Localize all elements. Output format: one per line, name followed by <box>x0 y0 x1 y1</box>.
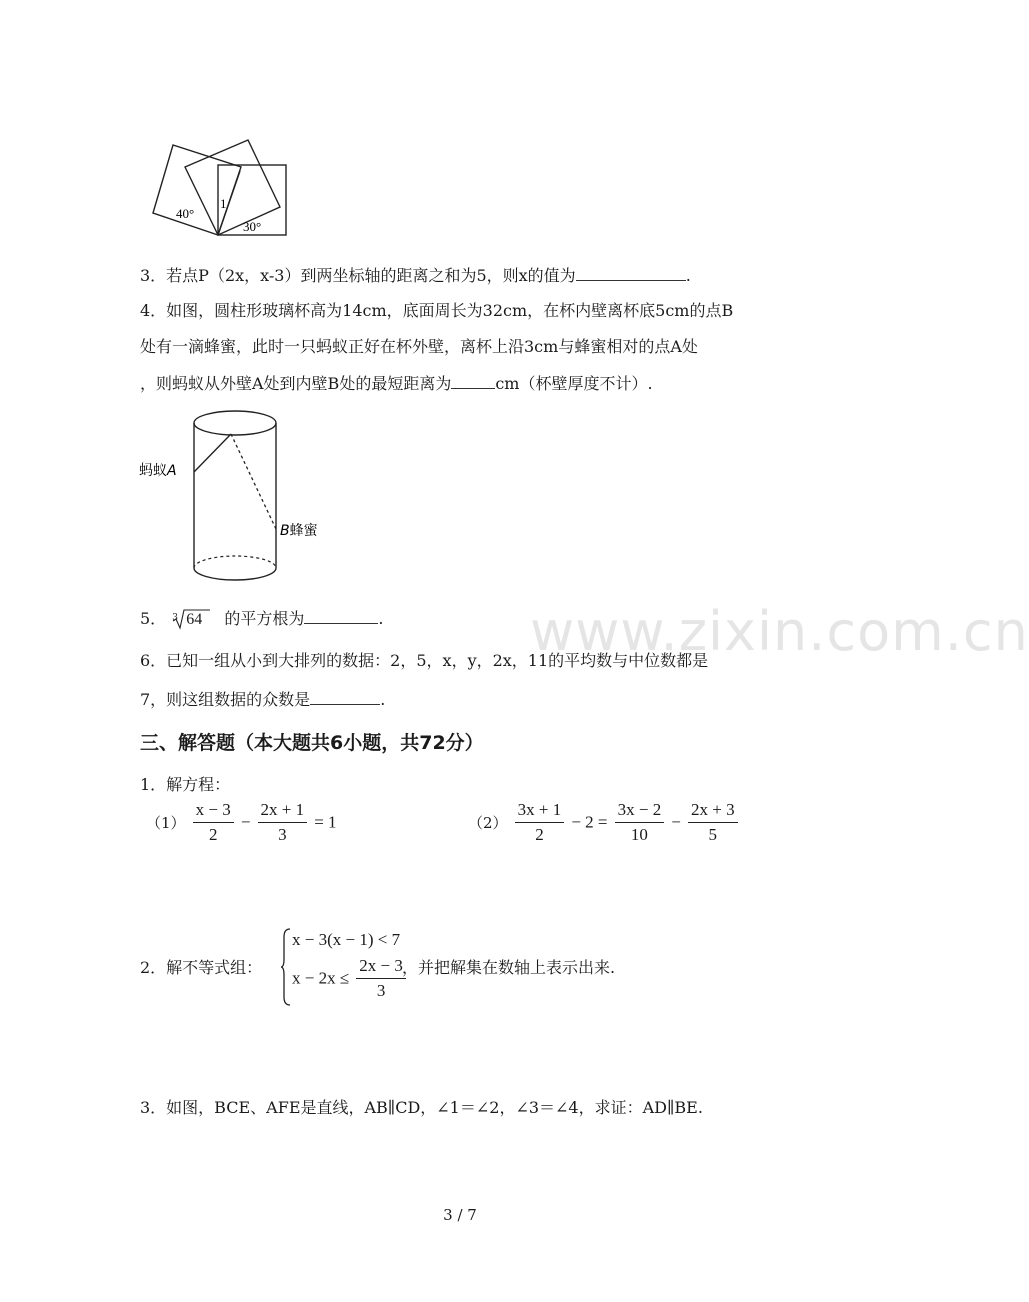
part-2-label: （2） <box>468 814 508 832</box>
problem-1-part-1 <box>146 800 337 845</box>
question-6-end: . <box>380 690 386 709</box>
question-3-end: . <box>685 266 691 285</box>
inequality-1: x − 3(x − 1) < 7 <box>292 930 401 949</box>
question-5-text: 的平方根为 <box>224 609 305 628</box>
cylinder-bottom-back <box>194 556 276 568</box>
question-5 <box>140 607 383 630</box>
denominator: 2 <box>208 825 218 844</box>
numerator: 2x + 1 <box>258 800 308 823</box>
denominator: 5 <box>708 825 718 844</box>
question-5-number: 5． <box>140 609 167 628</box>
question-6-line-1: 6．已知一组从小到大排列的数据：2，5，x，y，2x，11的平均数与中位数都是 <box>140 651 709 670</box>
cylinder-top <box>194 411 276 435</box>
question-6-line-2 <box>140 688 385 711</box>
problem-2-suffix: ，并把解集在数轴上表示出来. <box>402 958 616 977</box>
squares-figure <box>148 135 293 240</box>
fraction <box>615 800 665 845</box>
root-index: 3 <box>172 613 179 623</box>
question-4-line-3 <box>140 372 653 395</box>
inequality-2 <box>292 956 408 1001</box>
problem-3: 3．如图，BCE、AFE是直线，AB∥CD，∠1＝∠2，∠3＝∠4，求证：AD∥BE. <box>140 1098 703 1117</box>
numerator: 3x + 1 <box>515 800 565 823</box>
angle-40-label: 40° <box>176 206 195 221</box>
denominator: 10 <box>630 825 648 844</box>
fraction <box>515 800 565 845</box>
cube-root <box>171 608 211 630</box>
problem-1-title: 1．解方程： <box>140 775 231 794</box>
question-6-text: 7，则这组数据的众数是 <box>140 690 311 709</box>
honey-path <box>231 434 276 529</box>
page-number: 3 / 7 <box>443 1206 477 1224</box>
answer-blank[interactable] <box>576 264 686 281</box>
answer-blank[interactable] <box>304 607 378 624</box>
radicand: 64 <box>186 611 203 628</box>
question-4-unit: cm（杯壁厚度不计）. <box>495 374 653 393</box>
numerator: 2x − 3 <box>356 956 406 979</box>
denominator: 3 <box>376 981 386 1000</box>
numerator: x − 3 <box>193 800 234 823</box>
middle-term: − 2 = <box>571 812 608 832</box>
operator: − <box>240 812 251 832</box>
inequality-2-lhs: x − 2x ≤ <box>292 968 350 988</box>
problem-1-part-2 <box>468 800 740 845</box>
numerator: 2x + 3 <box>688 800 738 823</box>
fraction <box>258 800 308 845</box>
question-4-line-2: 处有一滴蜂蜜，此时一只蚂蚁正好在杯外壁，离杯上沿3cm与蜂蜜相对的点A处 <box>140 337 698 356</box>
question-4-text: ，则蚂蚁从外壁A处到内壁B处的最短距离为 <box>140 374 452 393</box>
question-5-end: . <box>378 609 384 628</box>
honey-label: B蜂蜜 <box>280 523 318 539</box>
cylinder-figure <box>138 405 338 585</box>
section-3-heading: 三、解答题（本大题共6小题，共72分） <box>140 732 484 754</box>
ant-path <box>194 434 231 472</box>
fraction <box>356 956 406 1001</box>
angle-1-label: 1 <box>220 196 227 211</box>
tilted-square <box>185 140 280 235</box>
operator: − <box>671 812 681 832</box>
fraction <box>688 800 738 845</box>
watermark: www.zixin.com.cn <box>530 600 1029 663</box>
question-3-text: 3．若点P（2x，x-3）到两坐标轴的距离之和为5，则x的值为 <box>140 266 576 285</box>
problem-2-prefix: 2．解不等式组： <box>140 958 263 977</box>
denominator: 2 <box>535 825 544 844</box>
ant-label: 蚂蚁A <box>139 463 177 479</box>
right-hand-side: = 1 <box>314 812 337 832</box>
question-3 <box>140 264 691 287</box>
angle-30-label: 30° <box>243 219 262 234</box>
cylinder-bottom-front <box>194 568 276 580</box>
system-brace <box>280 927 292 1007</box>
part-1-label: （1） <box>146 814 186 832</box>
numerator: 3x − 2 <box>615 800 665 823</box>
question-4-line-1: 4．如图，圆柱形玻璃杯高为14cm，底面周长为32cm，在杯内壁离杯底5cm的点B <box>140 301 734 320</box>
answer-blank[interactable] <box>451 372 495 389</box>
denominator: 3 <box>278 825 287 844</box>
answer-blank[interactable] <box>310 688 380 705</box>
left-square <box>153 145 241 235</box>
fraction <box>193 800 234 845</box>
